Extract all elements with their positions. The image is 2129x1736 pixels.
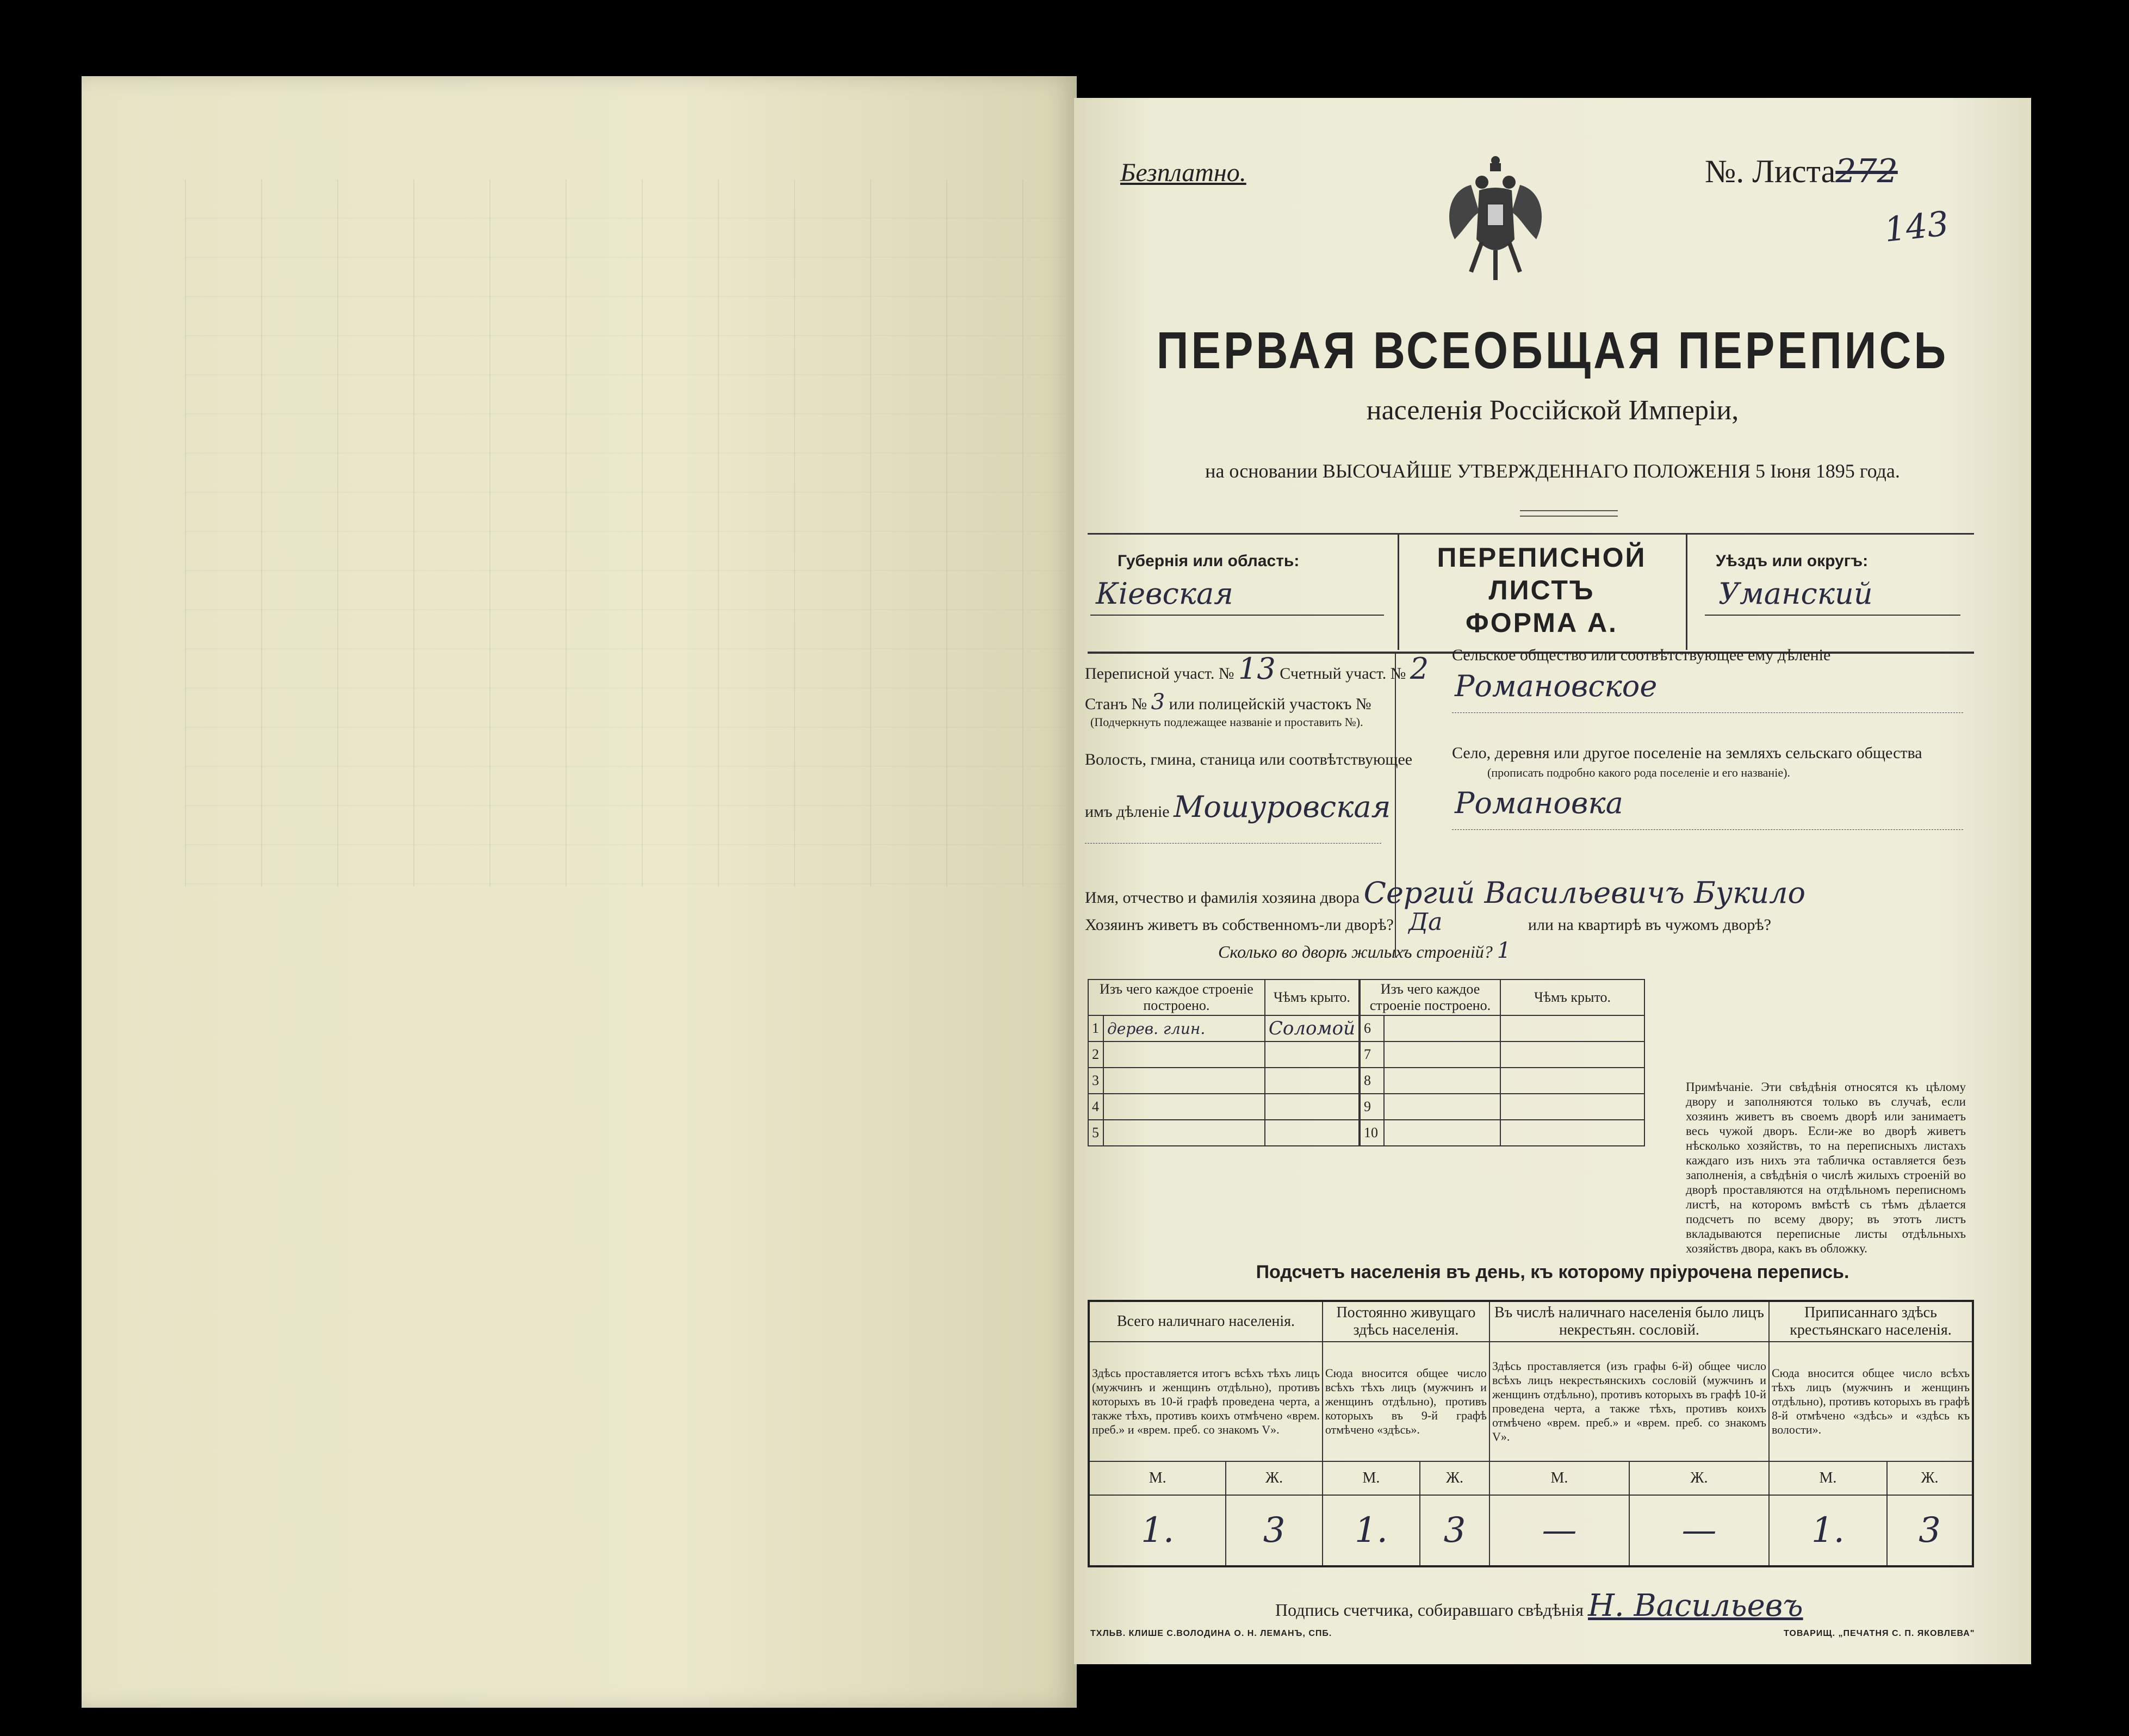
row-number: 4 bbox=[1088, 1094, 1103, 1120]
female-label: Ж. bbox=[1420, 1461, 1489, 1495]
roof-cell bbox=[1265, 1120, 1359, 1146]
buildings-col-material-right: Изъ чего каждое строеніе построено. bbox=[1360, 979, 1500, 1015]
material-cell bbox=[1384, 1068, 1500, 1094]
table-row bbox=[1360, 1094, 1644, 1120]
form-subtitle: населенія Россійской Имперіи, bbox=[1366, 395, 1739, 426]
census-district-field bbox=[1085, 652, 1429, 686]
free-label: Безплатно. bbox=[1120, 158, 1246, 187]
male-label: М. bbox=[1089, 1461, 1226, 1495]
count-district-value: 2 bbox=[1410, 652, 1429, 686]
province-underline bbox=[1090, 615, 1384, 616]
volost-extra-line bbox=[1085, 843, 1381, 844]
left-page bbox=[82, 76, 1077, 1708]
roof-cell bbox=[1500, 1015, 1644, 1041]
material-cell bbox=[1103, 1068, 1265, 1094]
buildings-col-roof-right: Чѣмъ крыто. bbox=[1500, 979, 1644, 1015]
table-row bbox=[1088, 1041, 1359, 1068]
form-subtitle-a: ФОРМА А. bbox=[1466, 607, 1618, 638]
nonpeasant-female-value: — bbox=[1629, 1495, 1769, 1566]
province-value: Кіевская bbox=[1096, 576, 1233, 611]
form-title-box bbox=[1400, 541, 1683, 639]
male-label: М. bbox=[1489, 1461, 1629, 1495]
printer-left: ТХЛЬВ. КЛИШЕ С.ВОЛОДИНА О. Н. ЛЕМАНЪ, СПБ. bbox=[1090, 1629, 1332, 1638]
printer-right: ТОВАРИЩ. „ПЕЧАТНЯ С. П. ЯКОВЛЕВА" bbox=[1784, 1629, 1975, 1638]
ornament-divider bbox=[1520, 510, 1618, 517]
male-label: М. bbox=[1769, 1461, 1887, 1495]
row-number: 1 bbox=[1088, 1015, 1103, 1041]
village-note: (прописать подробно какого рода поселеніе и его названіе). bbox=[1487, 766, 1790, 779]
material-cell bbox=[1103, 1041, 1265, 1068]
table-row bbox=[1088, 1015, 1359, 1041]
signature-label: Подпись счетчика, собиравшаго свѣдѣнія bbox=[1275, 1600, 1584, 1620]
village-value: Романовка bbox=[1455, 786, 1623, 820]
roof-cell bbox=[1265, 1041, 1359, 1068]
sheet-number-label bbox=[1705, 152, 1898, 190]
row-number: 10 bbox=[1360, 1120, 1384, 1146]
village-label: Село, деревня или другое поселеніе на земляхъ сельскаго общества bbox=[1452, 744, 1922, 762]
row-number: 9 bbox=[1360, 1094, 1384, 1120]
district-underline bbox=[1705, 615, 1960, 616]
census-district-label: Переписной участ. № bbox=[1085, 665, 1234, 683]
material-cell bbox=[1384, 1120, 1500, 1146]
roof-cell bbox=[1500, 1120, 1644, 1146]
society-value: Романовское bbox=[1455, 669, 1658, 703]
material-cell bbox=[1384, 1094, 1500, 1120]
volost-label-2: имъ дѣленіе bbox=[1085, 803, 1170, 821]
roof-cell bbox=[1265, 1094, 1359, 1120]
census-form-page bbox=[1074, 98, 2031, 1664]
form-basis-line: на основании ВЫСОЧАЙШЕ УТВЕРЖДЕННАГО ПОЛОЖЕНІЯ 5 Іюня 1895 года. bbox=[1205, 460, 1900, 482]
volost-label-1: Волость, гмина, станица или соотвѣтствующее bbox=[1085, 751, 1413, 768]
row-number: 5 bbox=[1088, 1120, 1103, 1146]
material-cell bbox=[1103, 1120, 1265, 1146]
female-label: Ж. bbox=[1887, 1461, 1973, 1495]
society-label: Сельское общество или соотвѣтствующее ему дѣленіе bbox=[1452, 646, 1831, 664]
district-label: Уѣздъ или округъ: bbox=[1716, 552, 1869, 570]
buildings-table-left bbox=[1088, 979, 1360, 1146]
table-row bbox=[1088, 1068, 1359, 1094]
col-peasant-desc: Сюда вносится общее число всѣхъ тѣхъ лицъ (мужчинъ и женщинъ отдѣльно), противъ которыхъ въ графѣ 8-й отмѣчено «здѣсь» и «здѣсь къ волости». bbox=[1769, 1342, 1973, 1461]
female-label: Ж. bbox=[1226, 1461, 1323, 1495]
buildings-count-label: Сколько во дворѣ жилыхъ строеній? bbox=[1218, 942, 1493, 962]
row-number: 7 bbox=[1360, 1041, 1384, 1068]
peasant-male-value: 1. bbox=[1769, 1495, 1887, 1566]
roof-cell bbox=[1500, 1094, 1644, 1120]
row-number: 2 bbox=[1088, 1041, 1103, 1068]
volost-field bbox=[1085, 790, 1391, 824]
table-row bbox=[1360, 1015, 1644, 1041]
form-main-title: ПЕРВАЯ ВСЕОБЩАЯ ПЕРЕПИСЬ bbox=[1156, 321, 1949, 380]
society-underline bbox=[1452, 712, 1963, 713]
left-page-bleed-grid bbox=[185, 179, 1066, 886]
permanent-male-value: 1. bbox=[1323, 1495, 1420, 1566]
village-underline bbox=[1452, 829, 1963, 830]
province-label: Губернія или область: bbox=[1118, 552, 1300, 570]
form-title: ПЕРЕПИСНОЙ ЛИСТЪ bbox=[1437, 542, 1647, 605]
roof-cell: Соломой bbox=[1265, 1015, 1359, 1041]
male-label: М. bbox=[1323, 1461, 1420, 1495]
volost-value: Мошуровская bbox=[1174, 790, 1391, 824]
district-value: Уманский bbox=[1718, 576, 1873, 611]
table-row bbox=[1360, 1041, 1644, 1068]
col-total-head: Всего наличнаго населенія. bbox=[1089, 1301, 1323, 1342]
material-cell bbox=[1384, 1041, 1500, 1068]
col-permanent-desc: Сюда вносится общее число всѣхъ тѣхъ лицъ (мужчинъ и женщинъ отдѣльно), противъ которыхъ въ 9-й графѣ отмѣчено «здѣсь». bbox=[1323, 1342, 1489, 1461]
signature-field bbox=[1275, 1588, 1803, 1623]
total-female-value: 3 bbox=[1226, 1495, 1323, 1566]
sheet-number-struck: 272 bbox=[1835, 152, 1898, 190]
row-number: 8 bbox=[1360, 1068, 1384, 1094]
buildings-count-field bbox=[1218, 938, 1511, 963]
peasant-female-value: 3 bbox=[1887, 1495, 1973, 1566]
stan-label: Станъ № bbox=[1085, 695, 1147, 713]
table-row bbox=[1088, 1094, 1359, 1120]
roof-cell bbox=[1265, 1068, 1359, 1094]
col-total-desc: Здѣсь проставляется итогъ всѣхъ тѣхъ лицъ (мужчинъ и женщинъ отдѣльно), противъ которыхъ въ 10-й графѣ проведена черта, а также тѣхъ, противъ коихъ отмѣчено «врем. преб.» и «врем. преб. со знакомъ V». bbox=[1089, 1342, 1323, 1461]
police-district-label: или полицейскій участокъ № bbox=[1169, 695, 1371, 713]
buildings-note: Примѣчаніе. Эти свѣдѣнія относятся къ цѣлому двору и заполняются только въ случаѣ, если хозяинъ живетъ въ своемъ дворѣ или занимаетъ весь чужой дворъ. Если-же во дворѣ живетъ нѣсколько хозяйствъ, то на переписныхъ листахъ каждаго изъ нихъ эта табличка оставляется безъ заполненія, а свѣдѣнія о числѣ жилыхъ строеній во дворѣ проставляются на отдѣльномъ переписномъ листѣ, на которомъ вмѣстѣ съ тѣмъ дѣлается подсчетъ по всему двору; въ этотъ листъ вкладываются переписные листы отдѣльныхъ хозяйствъ двора, какъ въ обложку. bbox=[1686, 1080, 1966, 1255]
underline-note: (Подчеркнуть подлежащее названіе и проставить №). bbox=[1090, 715, 1363, 729]
col-nonpeasant-head: Въ числѣ наличнаго населенія было лицъ некрестьян. сословій. bbox=[1489, 1301, 1769, 1342]
col-peasant-head: Приписаннаго здѣсь крестьянскаго населенія. bbox=[1769, 1301, 1973, 1342]
col-nonpeasant-desc: Здѣсь проставляется (изъ графы 6-й) общее число всѣхъ лицъ некрестьянскихъ сословій (мужчинъ и женщинъ отдѣльно), противъ которыхъ въ графѣ 10-й проведена черта, а также тѣхъ, противъ коихъ отмѣчено «врем. преб.» и «врем. преб. со знакомъ V». bbox=[1489, 1342, 1769, 1461]
top-box-divider-right bbox=[1686, 533, 1687, 650]
sheet-number-text: №. Листа bbox=[1705, 153, 1836, 189]
buildings-count-value: 1 bbox=[1497, 938, 1511, 963]
table-row bbox=[1360, 1120, 1644, 1146]
buildings-col-material: Изъ чего каждое строеніе построено. bbox=[1088, 979, 1265, 1015]
stan-field bbox=[1085, 690, 1371, 715]
female-label: Ж. bbox=[1629, 1461, 1769, 1495]
top-box-divider-left bbox=[1398, 533, 1399, 650]
double-headed-eagle-emblem bbox=[1438, 152, 1553, 283]
owner-name-value: Сергий Васильевичъ Букило bbox=[1363, 876, 1805, 910]
row-number: 3 bbox=[1088, 1068, 1103, 1094]
owner-name-label: Имя, отчество и фамилія хозяина двора bbox=[1085, 889, 1360, 907]
total-male-value: 1. bbox=[1089, 1495, 1226, 1566]
roof-cell bbox=[1500, 1041, 1644, 1068]
material-cell bbox=[1103, 1094, 1265, 1120]
nonpeasant-male-value: — bbox=[1489, 1495, 1629, 1566]
col-permanent-head: Постоянно живущаго здѣсь населенія. bbox=[1323, 1301, 1489, 1342]
permanent-female-value: 3 bbox=[1420, 1495, 1489, 1566]
buildings-table-right bbox=[1360, 979, 1645, 1146]
census-count-table bbox=[1088, 1300, 1974, 1567]
census-count-title: Подсчетъ населенія въ день, къ которому пріурочена перепись. bbox=[1256, 1262, 1849, 1282]
count-district-label: Счетный участ. № bbox=[1280, 665, 1406, 683]
stan-value: 3 bbox=[1151, 690, 1165, 715]
roof-cell bbox=[1500, 1068, 1644, 1094]
owner-own-field bbox=[1085, 908, 1771, 936]
signature-value: Н. Васильевъ bbox=[1588, 1588, 1803, 1623]
buildings-col-roof: Чѣмъ крыто. bbox=[1265, 979, 1359, 1015]
sheet-number-handwritten: 143 bbox=[1882, 203, 1951, 250]
census-district-value: 13 bbox=[1238, 652, 1276, 686]
table-row bbox=[1360, 1068, 1644, 1094]
owner-own-value: Да bbox=[1408, 908, 1443, 936]
material-cell: дерев. глин. bbox=[1103, 1015, 1265, 1041]
owner-name-field bbox=[1085, 876, 1805, 910]
table-row bbox=[1088, 1120, 1359, 1146]
owner-own-label: Хозяинъ живетъ въ собственномъ-ли дворѣ? bbox=[1085, 916, 1394, 934]
row-number: 6 bbox=[1360, 1015, 1384, 1041]
owner-rent-label: или на квартирѣ въ чужомъ дворѣ? bbox=[1528, 916, 1771, 934]
material-cell bbox=[1384, 1015, 1500, 1041]
